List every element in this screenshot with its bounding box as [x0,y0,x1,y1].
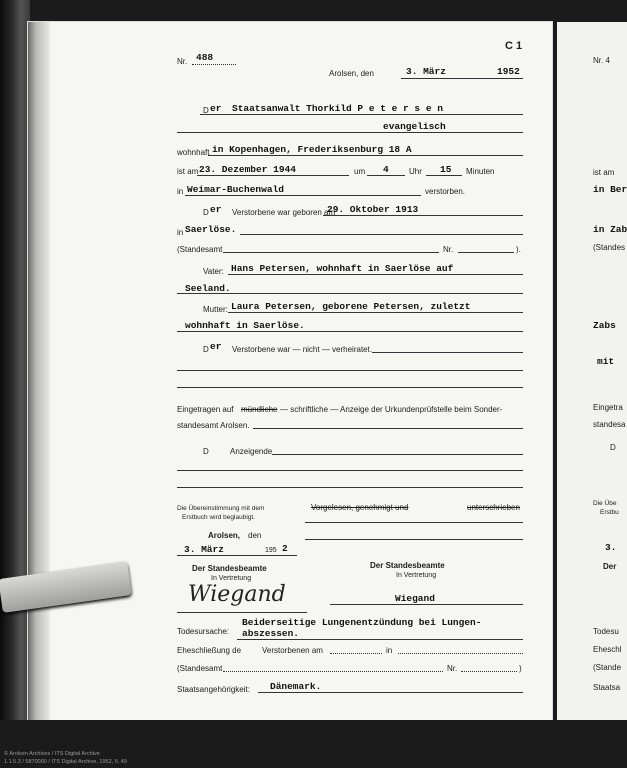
birth-standesamt-rule [223,252,439,253]
left-official-title: Der Standesbeamte [192,564,267,573]
deceased-rule [200,114,523,115]
archive-footer-1: © Arolsen Archives / ITS Digital Archive [4,751,100,757]
arolsen-date-rule [177,555,297,556]
marital-prefix: D [203,345,209,354]
cause-line1: Beiderseitige Lungenentzündung bei Lungen- [242,617,482,628]
death-ist-am: ist am [177,167,199,176]
deceased-er: er [210,103,222,114]
arolsen-year-a: 195 [265,547,277,554]
next-page-d: D [610,443,616,452]
religion-rule [177,132,523,133]
next-page-standes: standesa [593,420,626,429]
right-official-rule [330,604,523,605]
mother-rule2 [177,331,523,332]
next-page-der: Der [603,562,617,571]
marital-rule [372,352,523,353]
birth-date: 29. Oktober 1913 [327,204,419,215]
standesamt2-nr: Nr. [447,664,458,673]
birth-in: in [177,228,184,237]
registration-line2: standesamt Arolsen. [177,421,250,430]
next-page-ist-am: ist am [593,168,615,177]
cert-right-a: Vorgelesen, genehmigt und [311,503,409,512]
death-place: Weimar-Buchenwald [187,184,284,195]
register-page [28,22,552,720]
nr-value: 488 [196,52,214,63]
standesamt2-nr-rule [461,671,517,672]
arolsen-place: Arolsen, [208,531,241,540]
next-page-standesamt: (Standes [593,243,626,252]
registration-strike: mündliche [241,405,278,414]
death-minutes-rule [426,175,462,176]
marriage-text1: Eheschließung de [177,646,242,655]
informant-blank-1 [177,470,523,471]
death-date-rule [197,175,349,176]
arolsen-date: 3. März [184,544,224,555]
nr-label: Nr. [177,57,188,66]
deceased-prefix: D [203,106,209,115]
cause-rule [237,639,523,640]
cert-left-1: Die Übereinstimmung mit dem [177,505,265,512]
birth-close: ). [516,245,521,254]
death-hour-rule [367,175,405,176]
next-page-in2: in Zab [593,224,627,235]
birth-place: Saerlöse. [185,224,237,235]
header-date: 3. März [406,66,446,77]
birth-nr-rule [458,252,514,253]
book-binding [0,0,30,768]
header-year: 1952 [497,66,520,77]
death-hour: 4 [383,164,389,175]
next-page-die: Die Übe [593,500,617,507]
mother-rule1 [228,312,523,313]
next-page-todesu: Todesu [593,627,619,636]
right-official-sub: In Vertretung [396,572,437,579]
marital-er: er [210,341,222,352]
birth-standesamt: (Standesamt [177,245,223,254]
residence-value: in Kopenhagen, Frederiksenburg 18 A [212,144,412,155]
marriage-date-rule [330,653,382,654]
standesamt2-rule [223,671,443,672]
right-official-name: Wiegand [395,593,435,604]
mother-line1: Laura Petersen, geborene Petersen, zuletzt [231,301,471,312]
death-uhr: Uhr [409,167,422,176]
left-official-sub: In Vertretung [211,575,252,582]
left-signature: Wiegand [188,582,286,607]
arolsen-den: den [248,531,262,540]
mother-label: Mutter: [203,305,228,314]
death-verstorben: verstorben. [425,187,466,196]
next-page-date: 3. [605,542,617,553]
birth-er: er [210,204,222,215]
father-rule2 [177,293,523,294]
residence-rule [208,155,523,156]
archive-footer-2: 1.1.5.3 / 5870000 / ITS Digital Archive, 1952, II, 49 [4,759,127,765]
next-page-eingetr: Eingetra [593,403,623,412]
father-line2: Seeland. [185,283,231,294]
informant-blank-2 [177,487,523,488]
death-date: 23. Dezember 1944 [199,164,296,175]
marriage-text2: Verstorbenen am [262,646,323,655]
marriage-place-rule [398,653,523,654]
father-label: Vater: [203,267,224,276]
mother-line2: wohnhaft in Saerlöse. [185,320,305,331]
cert-blank-2 [305,539,523,540]
adjacent-page [557,22,627,720]
marital-text: Verstorbene war — nicht — verheiratet. [232,345,373,354]
cert-right-b: unterschrieben [467,503,520,512]
informant-prefix: D [203,447,209,456]
next-page-staats: Staatsa [593,683,621,692]
place-date-prefix: Arolsen, den [329,69,374,78]
header-date-rule [401,78,523,79]
right-official-title: Der Standesbeamte [370,561,445,570]
standesamt2-open: (Standesamt [177,664,223,673]
father-line1: Hans Petersen, wohnhaft in Saerlöse auf [231,263,454,274]
nr-rule [192,64,236,65]
birth-nr: Nr. [443,245,454,254]
cert-left-2: Erstbuch wird beglaubigt. [182,514,255,521]
next-page-zabs: Zabs [593,320,616,331]
death-place-rule [185,195,421,196]
page-gutter-shadow [28,22,50,720]
blank-rule-1 [177,370,523,371]
birth-date-rule [323,215,523,216]
standesamt2-close: ) [519,664,522,673]
next-page-nr: Nr. 4 [593,56,610,65]
marriage-in: in [386,646,393,655]
nationality-label: Staatsangehörigkeit: [177,685,250,694]
left-signature-rule [177,612,307,613]
informant-rule [272,454,523,455]
cause-label: Todesursache: [177,627,230,636]
next-page-stand: (Stande [593,663,622,672]
registration-b: — schriftliche — Anzeige der Urkundenprüfstelle beim Sonder- [280,405,503,414]
death-in: in [177,187,184,196]
father-rule1 [228,274,523,275]
arolsen-year-b: 2 [282,543,288,554]
blank-rule-2 [177,387,523,388]
birth-place-rule [240,234,523,235]
registration-rule [253,428,523,429]
registration-a: Eingetragen auf [177,405,234,414]
informant-label: Anzeigende [230,447,273,456]
residence-label: wohnhaft [177,148,210,157]
nationality-rule [258,692,523,693]
death-minutes: 15 [440,164,452,175]
deceased-religion: evangelisch [383,121,446,132]
next-page-erstb: Erstbu [600,509,619,516]
cause-line2: abszessen. [242,628,300,639]
doc-code: C 1 [505,40,523,52]
deceased-name: Staatsanwalt Thorkild P e t e r s e n [232,103,443,114]
nationality-value: Dänemark. [270,681,322,692]
death-minuten: Minuten [466,167,495,176]
cert-blank-1 [305,522,523,523]
birth-prefix: D [203,208,209,217]
next-page-in: in Ber [593,184,627,195]
next-page-ehesch: Eheschl [593,645,622,654]
death-um: um [354,167,366,176]
birth-text: Verstorbene war geboren am [232,208,336,217]
next-page-mit: mit [597,356,615,367]
